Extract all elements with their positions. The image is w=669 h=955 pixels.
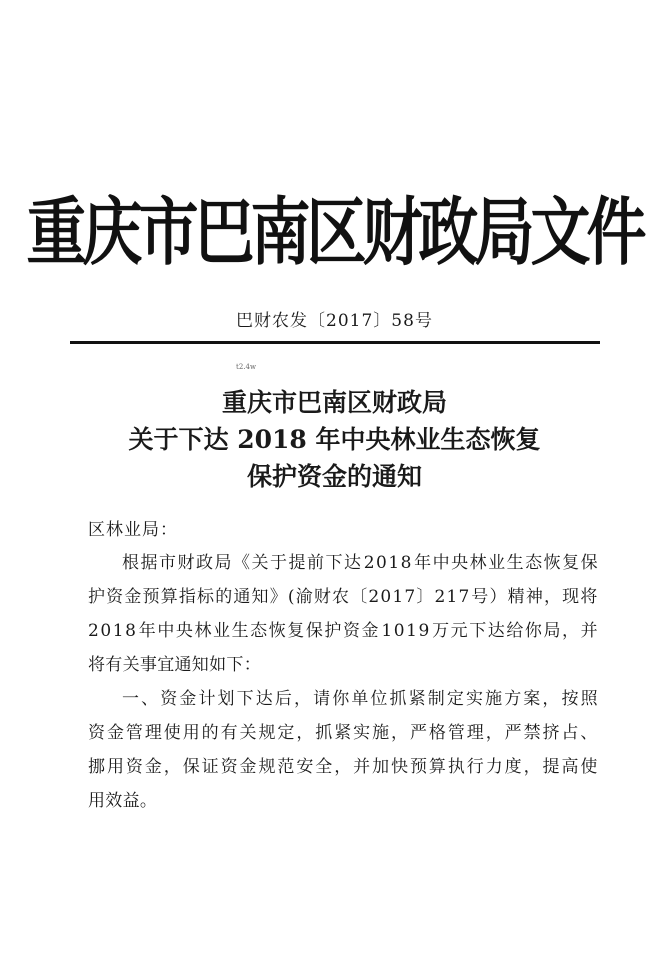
title-line-2: 关于下达 2018 年中央林业生态恢复 xyxy=(128,425,541,454)
body-text xyxy=(88,546,598,818)
body-line: 挪 用 资 金 ， 保 证 资 金 规 范 安 全 ， 并 加 快 预 算 执 行 力 度 ， 提 高 使 xyxy=(88,757,598,777)
header-divider xyxy=(70,341,600,344)
body-line: 将有关事宜通知如下： xyxy=(88,655,261,675)
title-line-1: 重庆市巴南区财政局 xyxy=(221,388,447,417)
body-line: 资 金 管 理 使 用 的 有 关 规 定 ， 抓 紧 实 施 ， 严 格 管 理 ， 严 禁 挤 占 、 xyxy=(88,723,598,743)
document-number: 巴财农发〔2017〕58号 xyxy=(236,311,433,331)
document-title xyxy=(0,384,669,495)
body-line: 根 据 市 财 政 局 《 关 于 提 前 下 达 2 0 1 8 年 中 央 林 业 生 态 恢 复 保 xyxy=(122,553,598,573)
body-line: 护 资 金 预 算 指 标 的 通 知 》 ( 渝 财 农 〔 2 0 1 7 〕 2 1 7 号 ） 精 神 ， 现 将 xyxy=(88,587,598,607)
title-line-3: 保护资金的通知 xyxy=(246,462,422,491)
body-line: 用效益。 xyxy=(88,791,158,811)
body-line: 2 0 1 8 年 中 央 林 业 生 态 恢 复 保 护 资 金 1 0 1 9 万 元 下 达 给 你 局 ， 并 xyxy=(88,621,598,641)
handwritten-mark: t2.4w xyxy=(236,363,256,371)
document-masthead: 重庆市巴南区财政局文件 xyxy=(26,190,643,276)
body-line: 一 、 资 金 计 划 下 达 后 ， 请 你 单 位 抓 紧 制 定 实 施 方 案 ， 按 照 xyxy=(122,689,598,709)
recipient-line: 区林业局： xyxy=(88,520,178,540)
